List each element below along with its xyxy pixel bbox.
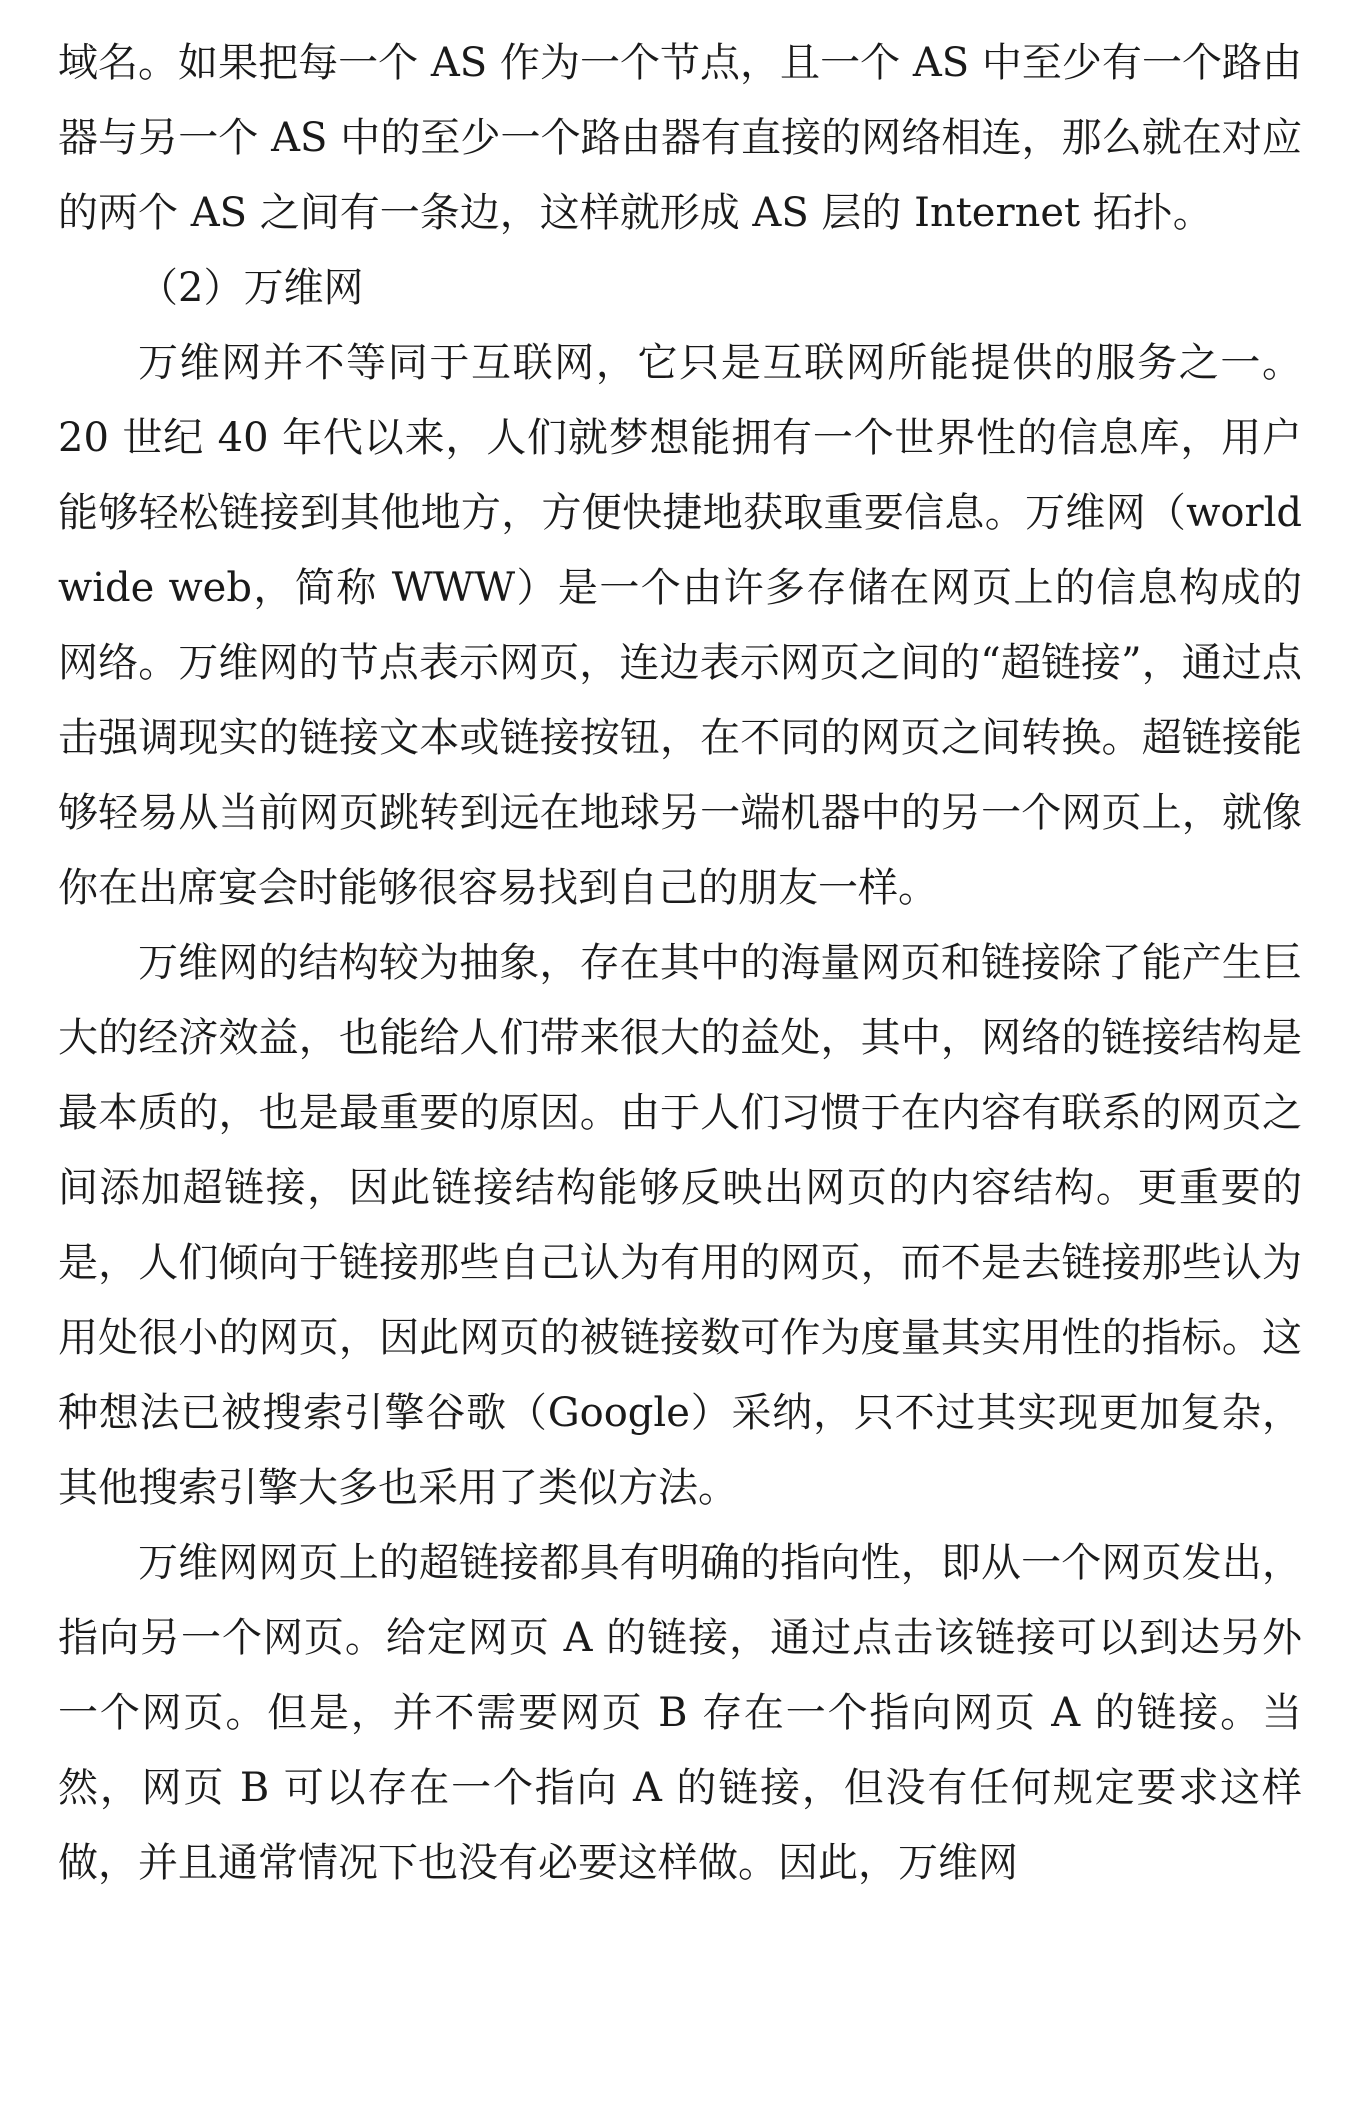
document-page [58, 26, 1302, 1901]
section-heading-www: （2）万维网 [138, 265, 364, 311]
paragraph-as-topology: 域名。如果把每一个 AS 作为一个节点，且一个 AS 中至少有一个路由器与另一个 AS 中的至少一个路由器有直接的网络相连，那么就在对应的两个 AS 之间有一条边，这样就形成 AS 层的 Internet 拓扑。 [58, 40, 1302, 236]
paragraph-www-directed-links: 万维网网页上的超链接都具有明确的指向性，即从一个网页发出，指向另一个网页。给定网页 A 的链接，通过点击该链接可以到达另外一个网页。但是，并不需要网页 B 存在一个指向网页 A 的链接。当然，网页 B 可以存在一个指向 A 的链接，但没有任何规定要求这样做，并且通常情况下也没有必要这样做。因此，万维网 [58, 1540, 1302, 1886]
paragraph-www-intro: 万维网并不等同于互联网，它只是互联网所能提供的服务之一。20 世纪 40 年代以来，人们就梦想能拥有一个世界性的信息库，用户能够轻松链接到其他地方，方便快捷地获取重要信息。万维网（world wide web，简称 WWW）是一个由许多存储在网页上的信息构成的网络。万维网的节点表示网页，连边表示网页之间的“超链接”，通过点击强调现实的链接文本或链接按钮，在不同的网页之间转换。超链接能够轻易从当前网页跳转到远在地球另一端机器中的另一个网页上，就像你在出席宴会时能够很容易找到自己的朋友一样。 [58, 340, 1302, 911]
paragraph-www-structure: 万维网的结构较为抽象，存在其中的海量网页和链接除了能产生巨大的经济效益，也能给人们带来很大的益处，其中，网络的链接结构是最本质的，也是最重要的原因。由于人们习惯于在内容有联系的网页之间添加超链接，因此链接结构能够反映出网页的内容结构。更重要的是，人们倾向于链接那些自己认为有用的网页，而不是去链接那些认为用处很小的网页，因此网页的被链接数可作为度量其实用性的指标。这种想法已被搜索引擎谷歌（Google）采纳，只不过其实现更加复杂，其他搜索引擎大多也采用了类似方法。 [58, 940, 1302, 1511]
